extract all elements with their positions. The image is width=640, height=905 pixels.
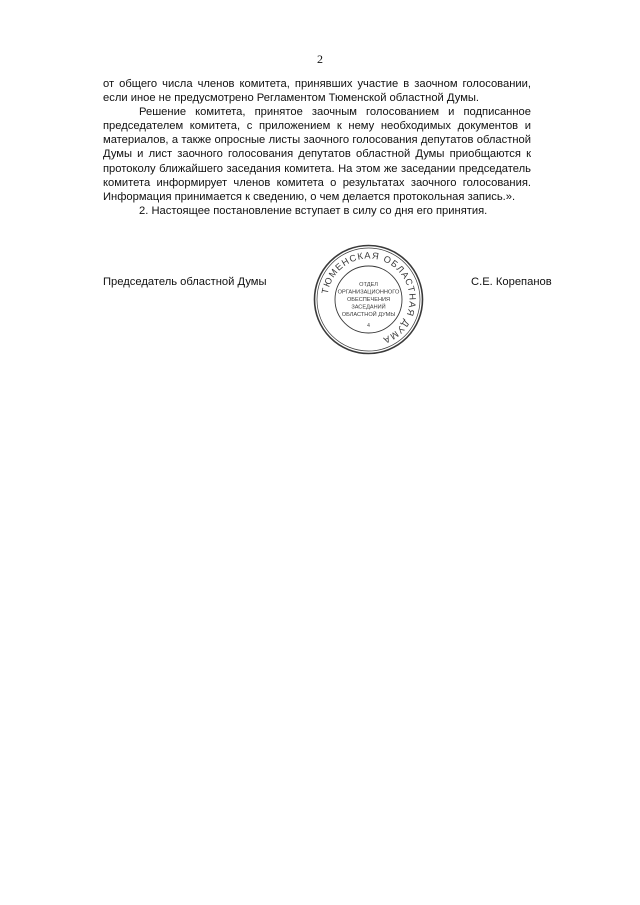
signatory-position: Председатель областной Думы [103, 276, 267, 288]
seal-line-2: ОРГАНИЗАЦИОННОГО [337, 289, 400, 296]
seal-line-4: ЗАСЕДАНИЙ [351, 304, 386, 311]
paragraph-2: Решение комитета, принятое заочным голосованием и подписанное председателем комитета, с приложением к нему необходимых документов и материалов, а также опросные листы заочного голосования депутатов областной Думы и лист заочного голосования депутатов областной Думы приобщаются к протоколу ближайшего заседания комитета. На этом же заседании председатель комитета информирует членов комитета о результатах заочного голосования. Информация принимается к сведению, о чем делается протокольная запись.». [103, 106, 531, 203]
paragraph-1: от общего числа членов комитета, принявших участие в заочном голосовании, если иное не предусмотрено Регламентом Тюменской областной Думы. [103, 78, 531, 105]
document-body [103, 77, 531, 218]
seal-ring-text: ТЮМЕНСКАЯ ОБЛАСТНАЯ ДУМА [319, 250, 418, 346]
seal-line-3: ОБЕСПЕЧЕНИЯ [346, 297, 391, 303]
signatory-name: С.Е. Корепанов [471, 276, 552, 288]
seal-line-5: ОБЛАСТНОЙ ДУМЫ [341, 312, 396, 318]
seal-line-1: ОТДЕЛ [359, 282, 378, 288]
page-number: 2 [317, 52, 323, 66]
seal-number: 4 [367, 323, 370, 329]
paragraph-3: 2. Настоящее постановление вступает в силу со дня его принятия. [139, 204, 488, 217]
official-seal [312, 243, 425, 356]
